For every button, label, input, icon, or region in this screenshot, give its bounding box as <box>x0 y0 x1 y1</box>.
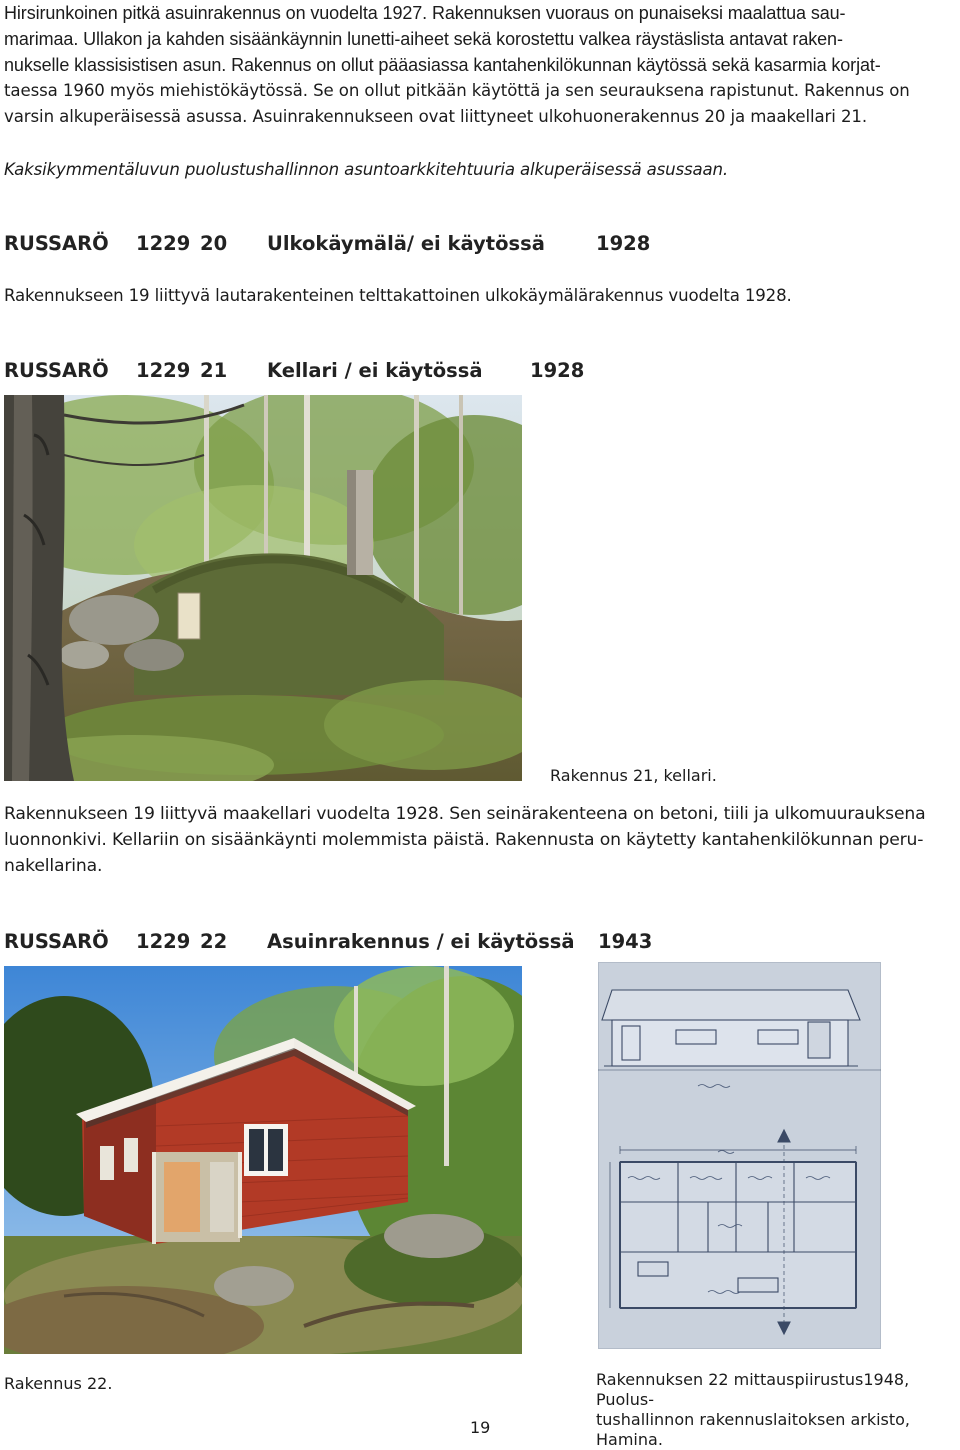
description-line: luonnonkivi. Kellariin on sisäänkäynti molemmista päistä. Rakennusta on käytetty kantahenkilökunnan peru- <box>4 830 924 850</box>
italic-note: Kaksikymmentäluvun puolustushallinnon asuntoarkkitehtuuria alkuperäisessä asussaan. <box>4 160 728 179</box>
heading-name: Kellari / ei käytössä <box>267 359 483 382</box>
heading-building-21 <box>4 357 704 385</box>
description-line: Rakennukseen 19 liittyvä maakellari vuodelta 1928. Sen seinärakenteena on betoni, tiili ja ulkomuurauksena <box>4 804 926 824</box>
heading-site: RUSSARÖ <box>4 359 109 382</box>
intro-line: marimaa. Ullakon ja kahden sisäänkäynnin lunetti-aiheet sekä korostettu valkea räystäslista antavat raken- <box>4 29 843 49</box>
cellar-photo <box>4 395 522 781</box>
heading-building-22 <box>4 928 704 956</box>
building-21-description <box>4 801 956 879</box>
heading-number: 21 <box>200 359 228 382</box>
house-photo <box>4 966 522 1354</box>
heading-number: 22 <box>200 930 228 953</box>
intro-line: taessa 1960 myös miehistökäytössä. Se on ollut pitkään käytöttä ja sen seurauksena rapistunut. Rakennus on <box>4 81 910 100</box>
heading-site: RUSSARÖ <box>4 930 109 953</box>
heading-code: 1229 <box>136 930 191 953</box>
heading-number: 20 <box>200 232 228 255</box>
page-number: 19 <box>470 1418 491 1437</box>
heading-name: Ulkokäymälä/ ei käytössä <box>267 232 545 255</box>
house-photo-caption: Rakennus 22. <box>4 1374 113 1393</box>
measurement-drawing <box>598 962 881 1349</box>
intro-line: Hirsirunkoinen pitkä asuinrakennus on vuodelta 1927. Rakennuksen vuoraus on punaiseksi maalattua sau- <box>4 3 846 23</box>
heading-year: 1928 <box>530 359 585 382</box>
heading-year: 1928 <box>596 232 651 255</box>
heading-year: 1943 <box>598 930 653 953</box>
heading-name: Asuinrakennus / ei käytössä <box>267 930 575 953</box>
caption-line: tushallinnon rakennuslaitoksen arkisto, Hamina. <box>596 1410 911 1449</box>
caption-line: Rakennuksen 22 mittauspiirustus1948, Puolus- <box>596 1370 910 1409</box>
description-line: nakellarina. <box>4 856 103 876</box>
intro-line: varsin alkuperäisessä asussa. Asuinrakennukseen ovat liittyneet ulkohuonerakennus 20 ja maakellari 21. <box>4 107 868 126</box>
heading-code: 1229 <box>136 232 191 255</box>
cellar-photo-caption: Rakennus 21, kellari. <box>550 766 717 785</box>
drawing-caption <box>596 1370 956 1450</box>
intro-paragraph <box>4 0 956 130</box>
heading-site: RUSSARÖ <box>4 232 109 255</box>
heading-code: 1229 <box>136 359 191 382</box>
building-20-description: Rakennukseen 19 liittyvä lautarakenteinen telttakattoinen ulkokäymälärakennus vuodelta 1928. <box>4 286 792 305</box>
intro-line: nukselle klassisistisen asun. Rakennus on ollut pääasiassa kantahenkilökunnan käytössä sekä kasarmia korjat- <box>4 55 881 75</box>
heading-building-20 <box>4 230 704 258</box>
